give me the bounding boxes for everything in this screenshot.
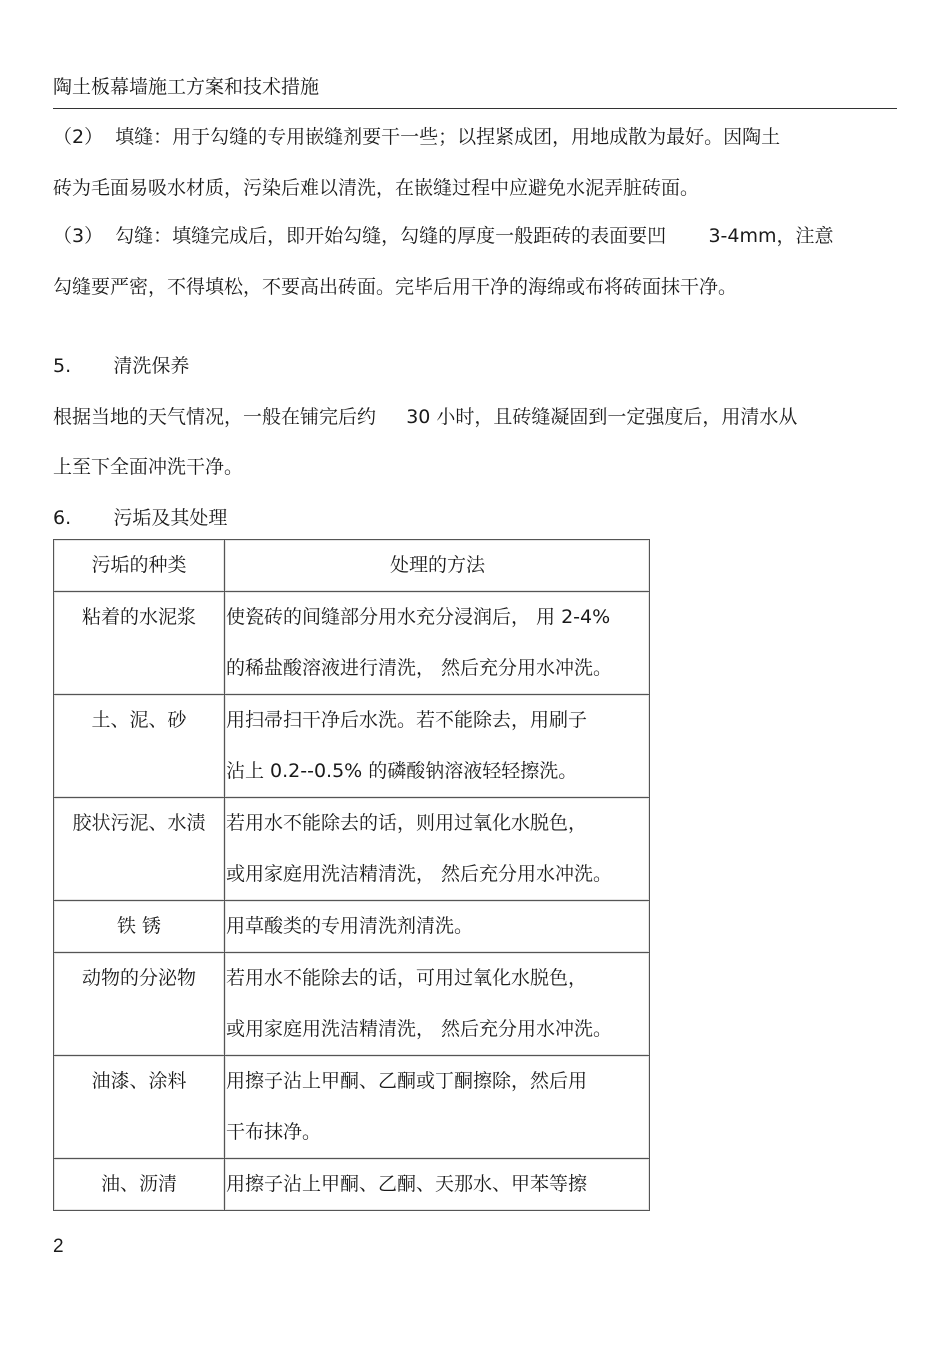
method-cell <box>225 695 650 798</box>
stain-type-cell: 土、泥、砂 <box>54 695 225 798</box>
table-row <box>54 901 650 953</box>
paragraph-line: 上至下全面冲洗干净。 <box>53 456 244 478</box>
method-line: 使瓷砖的间缝部分用水充分浸润后， 用 2-4% <box>226 606 611 628</box>
method-line: 用擦子沾上甲酮、乙酮或丁酮擦除，然后用 <box>226 1070 588 1092</box>
page-header-title: 陶土板幕墙施工方案和技术措施 <box>53 76 320 98</box>
method-line: 用草酸类的专用清洗剂清洗。 <box>226 915 474 937</box>
paragraph-line: （2） 填缝：用于勾缝的专用嵌缝剂要干一些；以捏紧成团，用地成散为最好。因陶土 <box>53 126 781 148</box>
stain-type-cell: 胶状污泥、水渍 <box>54 798 225 901</box>
paragraph-line: 勾缝要严密，不得填松，不要高出砖面。完毕后用干净的海绵或布将砖面抹干净。 <box>53 276 738 298</box>
table-row <box>54 695 650 798</box>
method-cell <box>225 592 650 695</box>
header-divider <box>53 108 897 109</box>
paragraph-line: 砖为毛面易吸水材质，污染后难以清洗，在嵌缝过程中应避免水泥弄脏砖面。 <box>53 177 700 199</box>
column-header-method: 处理的方法 <box>225 540 650 592</box>
method-line: 干布抹净。 <box>226 1121 322 1143</box>
table-row <box>54 1056 650 1159</box>
section-heading: 5. 清洗保养 <box>53 355 190 377</box>
method-line: 若用水不能除去的话，可用过氧化水脱色， <box>226 967 588 989</box>
method-cell <box>225 953 650 1056</box>
method-line: 的稀盐酸溶液进行清洗， 然后充分用水冲洗。 <box>226 657 613 679</box>
method-line: 用扫帚扫干净后水洗。若不能除去，用刷子 <box>226 709 588 731</box>
method-cell <box>225 1056 650 1159</box>
section-heading: 6. 污垢及其处理 <box>53 507 228 529</box>
method-line: 或用家庭用洗洁精清洗， 然后充分用水冲洗。 <box>226 863 613 885</box>
stain-type-cell: 粘着的水泥浆 <box>54 592 225 695</box>
paragraph-line: 根据当地的天气情况，一般在铺完后约 30 小时，且砖缝凝固到一定强度后，用清水从 <box>53 406 798 428</box>
method-cell <box>225 901 650 953</box>
method-line: 用擦子沾上甲酮、乙酮、天那水、甲苯等擦 <box>226 1173 588 1195</box>
method-line: 沾上 0.2--0.5% 的磷酸钠溶液轻轻擦洗。 <box>226 760 578 782</box>
table-row <box>54 592 650 695</box>
stain-type-cell: 铁 锈 <box>54 901 225 953</box>
stain-type-cell: 动物的分泌物 <box>54 953 225 1056</box>
method-line: 若用水不能除去的话，则用过氧化水脱色， <box>226 812 588 834</box>
paragraph-line: （3） 勾缝：填缝完成后，即开始勾缝，勾缝的厚度一般距砖的表面要凹 3-4mm，注意 <box>53 225 834 247</box>
table-header-row <box>54 540 650 592</box>
method-cell <box>225 1159 650 1211</box>
table-row <box>54 953 650 1056</box>
table-row <box>54 798 650 901</box>
table-row <box>54 1159 650 1211</box>
method-line: 或用家庭用洗洁精清洗， 然后充分用水冲洗。 <box>226 1018 613 1040</box>
stain-type-cell: 油漆、涂料 <box>54 1056 225 1159</box>
column-header-stain-type: 污垢的种类 <box>54 540 225 592</box>
method-cell <box>225 798 650 901</box>
stain-treatment-table <box>53 539 650 1211</box>
stain-type-cell: 油、沥清 <box>54 1159 225 1211</box>
page-number: 2 <box>53 1236 64 1257</box>
